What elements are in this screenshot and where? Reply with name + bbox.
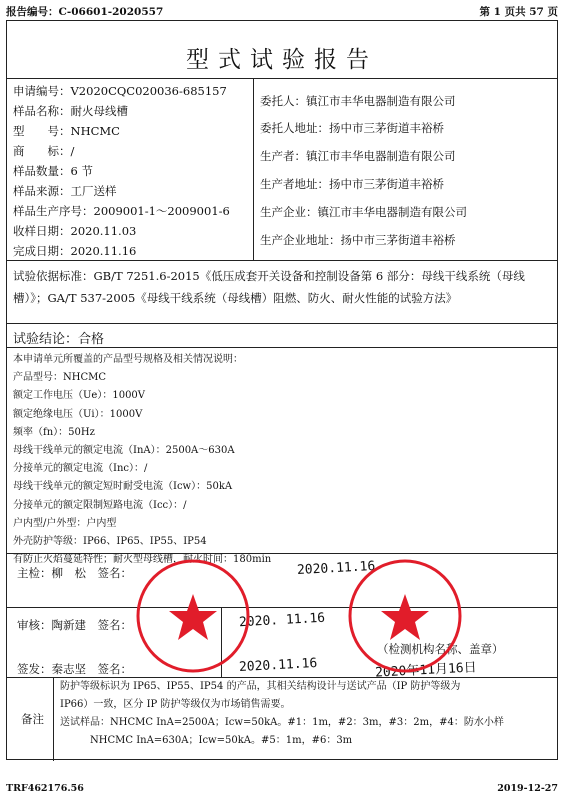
trademark-row (13, 143, 74, 159)
divider (7, 260, 557, 261)
row-value: 工厂送样 (70, 184, 117, 198)
row-label: 生产者： (260, 149, 306, 163)
row-label: 委托人： (260, 94, 306, 108)
form-date: 2019-12-27 (497, 783, 558, 794)
test-basis-text: GB/T 7251.6-2015《低压成套开关设备和控制设备第 6 部分：母线干线系统（母线槽）》；GA/T 537-2005《母线干线系统（母线槽）阻燃、防火、耐火性能的试验方法》 (13, 269, 525, 305)
sign-date: 2020. 11.16 (238, 610, 326, 631)
remarks-label: 备注 (21, 712, 44, 726)
scope-line: 额定绝缘电压（Ui）：1000V (13, 408, 143, 420)
form-number: TRF462176.56 (6, 783, 84, 794)
row-label: 生产企业： (260, 205, 318, 219)
role-label: 签发： (17, 662, 52, 676)
scope-line: 有防止火焰蔓延特性；耐火型母线槽，耐火时间：180min (13, 554, 272, 566)
row-label: 生产者地址： (260, 177, 329, 191)
row-label: 型 号： (13, 124, 71, 138)
scope-line: 频率（fn）：50Hz (13, 426, 95, 438)
row-value: 6 节 (70, 164, 93, 178)
org-date: 2020年11月16日 (374, 660, 478, 681)
row-value: / (70, 144, 75, 158)
row-label: 样品来源： (13, 184, 71, 198)
inspector-row (17, 565, 132, 581)
inspection-seal-left (133, 556, 253, 676)
scope-line: 额定工作电压（Ue）：1000V (13, 390, 146, 402)
row-value: 镇江市丰华电器制造有限公司 (317, 205, 467, 219)
scope-intro: 本申请单元所覆盖的产品型号规格及相关情况说明： (13, 354, 243, 365)
producer-address-row (260, 176, 444, 192)
serial-row (13, 203, 230, 219)
manufacturer-row (260, 204, 467, 220)
test-basis (13, 265, 551, 309)
report-number-label: 报告编号： (6, 6, 59, 18)
divider (7, 607, 557, 608)
sample-name-row (13, 103, 128, 119)
person-name: 秦志坚 (51, 662, 86, 676)
sign-label: 签名： (97, 662, 132, 676)
application-no-row (13, 83, 227, 99)
row-value: 扬中市三茅街道丰裕桥 (340, 233, 456, 247)
person-name: 柳 松 (51, 566, 86, 580)
model-row (13, 123, 120, 139)
row-label: 样品数量： (13, 164, 71, 178)
remark-line: IP66）一致，区分 IP 防护等级仅为市场销售需要。 (60, 699, 291, 710)
row-value: 2009001-1～2009001-6 (93, 204, 230, 218)
row-label: 申请编号： (13, 84, 71, 98)
sign-date: 2020.11.16 (238, 655, 318, 676)
scope-line: 户内型/户外型：户内型 (13, 517, 117, 529)
inspection-seal-right (345, 556, 465, 676)
row-value: 2020.11.16 (70, 244, 137, 258)
scope-line: 分接单元的额定电流（Inc）：/ (13, 463, 148, 475)
source-row (13, 183, 117, 199)
manufacturer-address-row (260, 232, 456, 248)
column-divider (253, 78, 254, 260)
row-value: V2020CQC020036-685157 (70, 84, 227, 98)
sign-label: 签名： (97, 566, 132, 580)
product-scope (13, 351, 271, 569)
report-number (6, 4, 163, 19)
conclusion-label: 试验结论： (13, 332, 79, 347)
row-value: 镇江市丰华电器制造有限公司 (306, 149, 456, 163)
row-value: 镇江市丰华电器制造有限公司 (306, 94, 456, 108)
divider (7, 553, 557, 554)
row-label: 商 标： (13, 144, 71, 158)
org-label: （检测机构名称、盖章） (377, 642, 504, 656)
client-row (260, 93, 456, 109)
seal-star (169, 594, 217, 640)
row-value: 扬中市三茅街道丰裕桥 (329, 177, 444, 191)
row-label: 完成日期： (13, 244, 71, 258)
report-title: 型式试验报告 (186, 47, 378, 73)
scope-line: 产品型号：NHCMC (13, 372, 107, 384)
remarks-text (60, 678, 504, 750)
person-name: 陶新建 (51, 618, 86, 632)
reviewer-row (17, 617, 132, 633)
row-label: 样品生产序号： (13, 204, 94, 218)
divider (7, 347, 557, 348)
approver-row (17, 661, 132, 677)
sign-label: 签名： (97, 618, 132, 632)
scope-line: 分接单元的额定限制短路电流（Icc）：/ (13, 499, 187, 511)
scope-line: 母线干线单元的额定短时耐受电流（Icw）：50kA (13, 481, 233, 493)
remark-line: NHCMC InA=630A；Icw=50kA。#5：1m，#6：3m (90, 735, 353, 746)
row-label: 委托人地址： (260, 121, 329, 135)
row-value: 扬中市三茅街道丰裕桥 (329, 121, 444, 135)
test-basis-label: 试验依据标准： (13, 269, 94, 283)
role-label: 审核： (17, 618, 52, 632)
remark-line: 防护等级标识为 IP65、IP55、IP54 的产品，其相关结构设计与送试产品（IP 防护等级为 (60, 681, 461, 692)
scope-line: 外壳防护等级：IP66、IP65、IP55、IP54 (13, 536, 207, 548)
scope-line: 母线干线单元的额定电流（InA）：2500A～630A (13, 445, 235, 457)
remark-line: 送试样品：NHCMC InA=2500A；Icw=50kA。#1：1m，#2：3m，#3：2m，#4：防水小样 (60, 717, 504, 728)
divider (7, 323, 557, 324)
conclusion-value: 合格 (78, 332, 105, 347)
row-label: 样品名称： (13, 104, 71, 118)
quantity-row (13, 163, 93, 179)
received-date-row (13, 223, 136, 239)
row-value: NHCMC (70, 124, 120, 138)
row-label: 收样日期： (13, 224, 71, 238)
report-frame (6, 20, 558, 760)
row-label: 生产企业地址： (260, 233, 341, 247)
seal-star (381, 594, 429, 640)
sign-date: 2020.11.16 (296, 558, 376, 579)
page-info: 第 1 页共 57 页 (479, 6, 558, 18)
client-address-row (260, 120, 444, 136)
completion-date-row (13, 243, 136, 259)
producer-row (260, 148, 456, 164)
row-value: 2020.11.03 (70, 224, 137, 238)
row-value: 耐火母线槽 (70, 104, 128, 118)
divider (7, 78, 557, 79)
report-number-value: C-06601-2020557 (58, 6, 164, 18)
test-conclusion (13, 328, 104, 347)
role-label: 主检： (17, 566, 52, 580)
remarks-divider (53, 677, 54, 761)
